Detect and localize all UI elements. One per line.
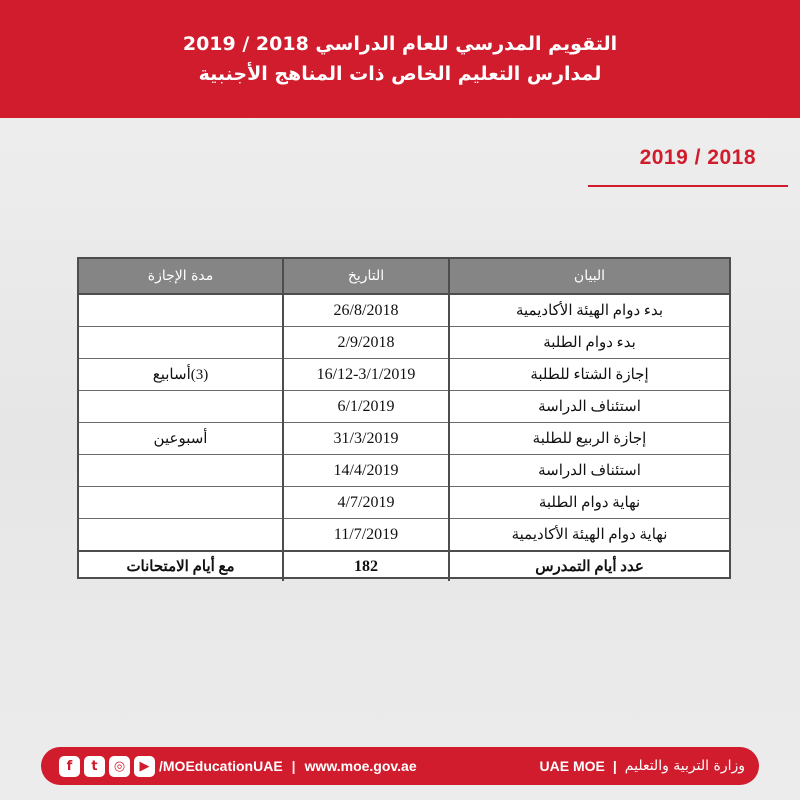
total-note: مع أيام الامتحانات [79, 551, 283, 581]
row-date: 11/7/2019 [283, 519, 449, 552]
header-duration: مدة الإجازة [79, 259, 283, 294]
row-date: 16/12-3/1/2019 [283, 359, 449, 391]
table-row [79, 487, 729, 519]
row-description: نهاية دوام الطلبة [449, 487, 729, 519]
social-links [59, 756, 155, 777]
ministry-name [540, 758, 745, 774]
row-description: بدء دوام الهيئة الأكاديمية [449, 294, 729, 327]
page-header [0, 0, 800, 118]
table-row [79, 519, 729, 552]
school-calendar-table [77, 257, 731, 579]
table-total-row [79, 551, 729, 581]
row-duration [79, 294, 283, 327]
header-title-line1: التقويم المدرسي للعام الدراسي 2018 / 2019 [182, 33, 618, 55]
facebook-icon[interactable]: f [59, 756, 80, 777]
row-duration: أسبوعين [79, 423, 283, 455]
table-row [79, 359, 729, 391]
header-title-line2: لمدارس التعليم الخاص ذات المناهج الأجنبية [198, 63, 602, 85]
table-row [79, 327, 729, 359]
academic-year-title: 2019 / 2018 [639, 146, 756, 169]
footer-bar [41, 747, 759, 785]
website-link[interactable]: www.moe.gov.ae [304, 758, 417, 774]
total-days: 182 [283, 551, 449, 581]
row-date: 6/1/2019 [283, 391, 449, 423]
instagram-icon[interactable]: ◎ [109, 756, 130, 777]
table-header-row [79, 259, 729, 294]
youtube-icon[interactable]: ▶ [134, 756, 155, 777]
social-handle[interactable]: /MOEducationUAE [159, 758, 283, 774]
row-description: إجازة الربيع للطلبة [449, 423, 729, 455]
ministry-separator: | [612, 758, 617, 774]
total-description: عدد أيام التمدرس [449, 551, 729, 581]
row-duration [79, 487, 283, 519]
row-duration [79, 327, 283, 359]
year-title-underline [588, 185, 788, 187]
row-description: استئناف الدراسة [449, 455, 729, 487]
footer-separator: | [291, 758, 296, 774]
row-description: إجازة الشتاء للطلبة [449, 359, 729, 391]
row-description: بدء دوام الطلبة [449, 327, 729, 359]
row-date: 31/3/2019 [283, 423, 449, 455]
row-duration [79, 391, 283, 423]
row-description: نهاية دوام الهيئة الأكاديمية [449, 519, 729, 552]
row-date: 4/7/2019 [283, 487, 449, 519]
row-duration [79, 519, 283, 552]
table-row [79, 391, 729, 423]
ministry-name-en: UAE MOE [539, 758, 605, 774]
table-row [79, 294, 729, 327]
row-duration [79, 455, 283, 487]
row-description: استئناف الدراسة [449, 391, 729, 423]
twitter-icon[interactable]: t [84, 756, 105, 777]
row-date: 14/4/2019 [283, 455, 449, 487]
row-duration: (3)أسابيع [79, 359, 283, 391]
header-date: التاريخ [283, 259, 449, 294]
header-description: البيان [449, 259, 729, 294]
table-row [79, 423, 729, 455]
row-date: 2/9/2018 [283, 327, 449, 359]
ministry-name-ar: وزارة التربية والتعليم [624, 758, 745, 774]
row-date: 26/8/2018 [283, 294, 449, 327]
table-row [79, 455, 729, 487]
